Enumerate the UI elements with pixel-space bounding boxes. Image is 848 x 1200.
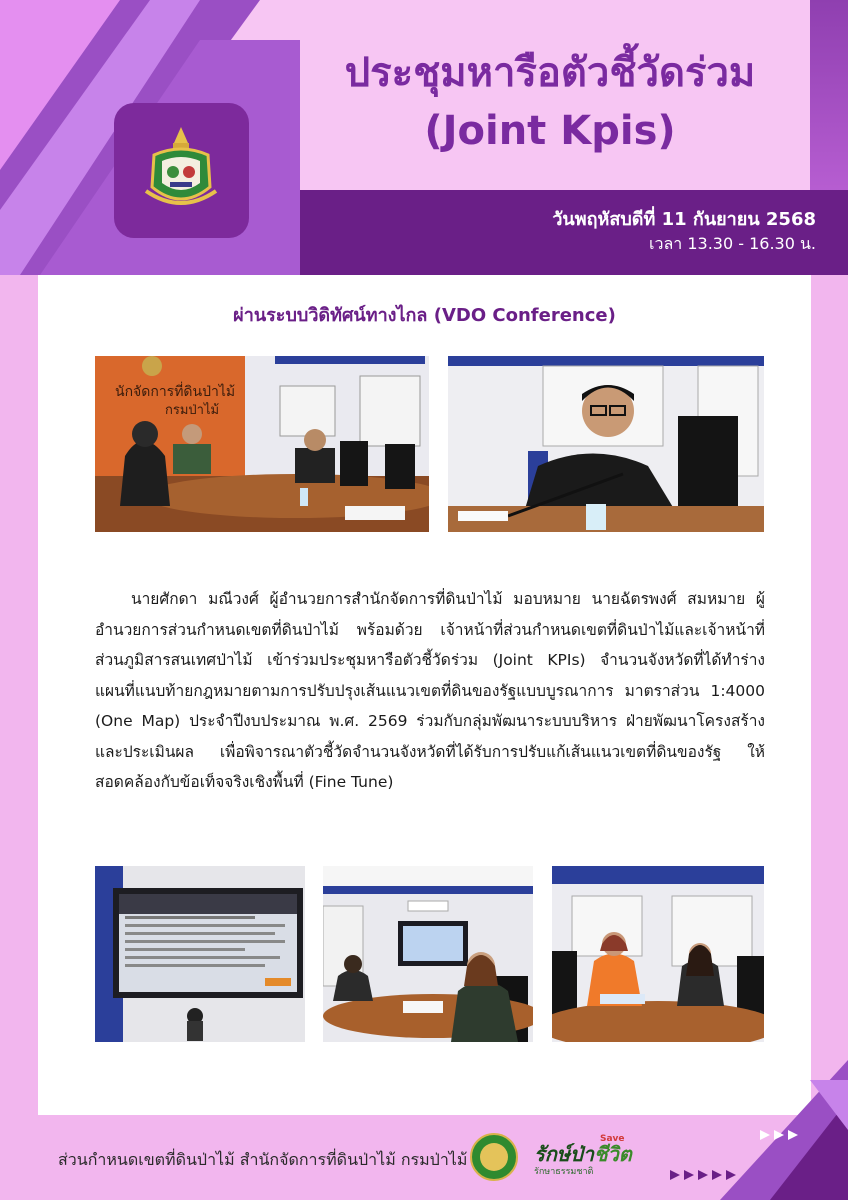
campaign-logo-accent: ชีวิต [593,1142,632,1166]
meeting-time: เวลา 13.30 - 16.30 น. [649,234,816,253]
page-title-line2: (Joint Kpis) [424,108,676,154]
campaign-tagline: รักษาธรรมชาติ [534,1167,594,1177]
meeting-photo-1 [95,356,429,532]
seal-center [480,1143,508,1171]
meeting-photo-2 [448,356,764,532]
section-subtitle: ผ่านระบบวิดิทัศน์ทางไกล (VDO Conference) [233,305,616,326]
wall-sign-text-1: นักจัดการที่ดินป่าไม้ [115,384,236,400]
forest-department-emblem-icon [140,125,222,215]
report-paragraph-text: นายศักดา มณีวงศ์ ผู้อำนวยการสำนักจัดการที่ดินป่าไม้ มอบหมาย นายฉัตรพงศ์ สมหมาย ผู้อำนวยการส่วนกำหนดเขตที่ดินป่าไม้ พร้อมด้วย เจ้าหน้าที่ส่วนกำหนดเขตที่ดินป่าไม้และเจ้าหน้าที่ส่วนภูมิสารสนเทศป่าไม้ เข้าร่วมประชุมหารือตัวชี้วัดร่วม (Joint KPIs) จำนวนจังหวัดที่ได้ทำร่างแผนที่แนบท้ายกฎหมายตามการปรับปรุงเส้นแนวเขตที่ดินของรัฐแบบบูรณาการ มาตราส่วน 1:4000 (One Map) ประจำปีงบประมาณ พ.ศ. 2569 ร่วมกับกลุ่มพัฒนาระบบบริหาร ฝ่ายพัฒนาโครงสร้างและประเมินผล เพื่อพิจารณาตัวชี้วัดจำนวนจังหวัดที่ได้รับการปรับแก้เส้นแนวเขตที่ดินของรัฐ ให้สอดคล้องกับข้อเท็จจริงเชิงพื้นที่ (Fine Tune) [95,590,765,791]
meeting-photo-3 [95,866,305,1042]
corner-chevron-decoration [660,1060,848,1200]
footer-organization: ส่วนกำหนดเขตที่ดินป่าไม้ สำนักจัดการที่ดินป่าไม้ กรมป่าไม้ [58,1150,468,1169]
meeting-date: วันพฤหัสบดีที่ 11 กันยายน 2568 [552,209,816,230]
meeting-photo-5 [552,866,764,1042]
report-paragraph [95,584,765,798]
page-title-line1: ประชุมหารือตัวชี้วัดร่วม [344,50,756,96]
wall-sign-text-2: กรมป่าไม้ [165,403,220,418]
meeting-photo-4 [323,866,533,1042]
campaign-logo-main-text: รักษ์ป่า [534,1142,594,1166]
campaign-logo-small: Save [600,1134,625,1144]
